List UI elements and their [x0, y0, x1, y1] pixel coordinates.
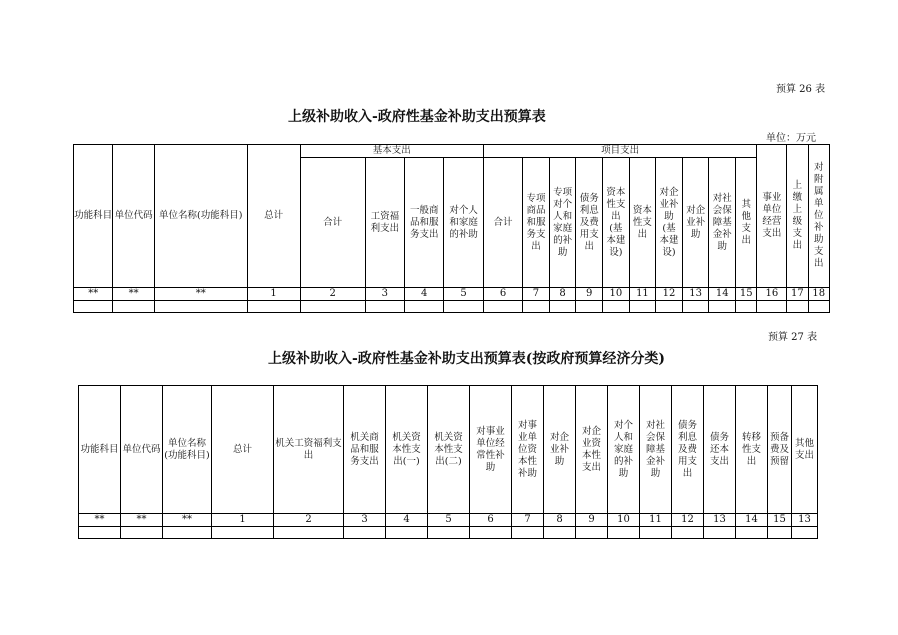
code-cell: 4	[386, 514, 428, 527]
code-cell: 4	[405, 288, 444, 301]
code-cell: 18	[808, 288, 829, 301]
table-row	[79, 527, 818, 539]
header-capital-1: 机关资本性支出(一)	[386, 386, 428, 514]
code-cell: 7	[523, 288, 550, 301]
code-cell: **	[113, 288, 155, 301]
header-goods: 一般商品和服务支出	[405, 158, 444, 288]
code-cell: 6	[470, 514, 512, 527]
header-ent: 对企业补助	[682, 158, 709, 288]
code-cell: 9	[576, 288, 603, 301]
code-cell: 13	[792, 514, 818, 527]
header-personal: 对个人和家庭的补助	[608, 386, 640, 514]
code-cell: 8	[549, 288, 576, 301]
header-proj-personal: 专项对个人和家庭的补助	[549, 158, 576, 288]
unit-label: 单位：万元	[766, 133, 816, 144]
header-basic-group: 基本支出	[300, 145, 483, 158]
code-cell: **	[163, 514, 212, 527]
table-26	[73, 144, 830, 313]
table-27-title: 上级补助收入-政府性基金补助支出预算表(按政府预算经济分类)	[268, 351, 666, 367]
header-func-subject: 功能科目	[74, 145, 113, 288]
header-wages: 工资福利支出	[365, 158, 404, 288]
header-personal: 对个人和家庭的补助	[444, 158, 483, 288]
code-cell: 13	[704, 514, 736, 527]
table-27	[78, 385, 818, 539]
header-capital-build: 资本性支出(基本建设)	[603, 158, 630, 288]
header-ent-build: 对企业补助(基本建设)	[656, 158, 683, 288]
header-ent-capital: 对企业资本性支出	[576, 386, 608, 514]
header-transfer: 转移性支出	[736, 386, 768, 514]
code-cell: 11	[640, 514, 672, 527]
code-cell: 12	[656, 288, 683, 301]
code-cell: 6	[483, 288, 522, 301]
header-unit-name: 单位名称(功能科目)	[154, 145, 247, 288]
header-project-group: 项目支出	[483, 145, 757, 158]
header-social: 对社会保障基金补助	[640, 386, 672, 514]
code-cell: 5	[444, 288, 483, 301]
code-cell: 15	[768, 514, 792, 527]
code-cell: 12	[672, 514, 704, 527]
code-cell: 17	[787, 288, 808, 301]
code-row	[74, 288, 830, 301]
table-row	[74, 301, 830, 313]
header-inst-ops: 对事业单位经常性补助	[470, 386, 512, 514]
header-basic-sum: 合计	[300, 158, 365, 288]
code-cell: 10	[603, 288, 630, 301]
header-debt-interest: 债务利息及费用支出	[672, 386, 704, 514]
code-cell: 3	[344, 514, 386, 527]
header-other: 其他支出	[792, 386, 818, 514]
code-cell: 13	[682, 288, 709, 301]
code-cell: 14	[709, 288, 736, 301]
code-cell: 10	[608, 514, 640, 527]
code-cell: 1	[212, 514, 274, 527]
code-cell: 7	[512, 514, 544, 527]
table-26-title: 上级补助收入-政府性基金补助支出预算表	[288, 109, 546, 125]
code-cell: 14	[736, 514, 768, 527]
table-27-tag: 预算 27 表	[768, 332, 818, 343]
header-unit-code: 单位代码	[113, 145, 155, 288]
code-row	[79, 514, 818, 527]
header-other: 其他支出	[736, 158, 757, 288]
code-cell: **	[121, 514, 163, 527]
header-debt: 债务利息及费用支出	[576, 158, 603, 288]
code-cell: 16	[757, 288, 787, 301]
code-cell: 15	[736, 288, 757, 301]
header-ent: 对企业补助	[544, 386, 576, 514]
code-cell: **	[74, 288, 113, 301]
code-cell: 9	[576, 514, 608, 527]
code-cell: **	[79, 514, 121, 527]
header-proj-sum: 合计	[483, 158, 522, 288]
header-capital-2: 机关资本性支出(二)	[428, 386, 470, 514]
code-cell: 8	[544, 514, 576, 527]
code-cell: 11	[629, 288, 656, 301]
header-remit: 上缴上级支出	[787, 145, 808, 288]
header-social: 对社会保障基金补助	[709, 158, 736, 288]
header-goods: 机关商品和服务支出	[344, 386, 386, 514]
header-func-subject: 功能科目	[79, 386, 121, 514]
code-cell: 5	[428, 514, 470, 527]
header-affiliated: 对附属单位补助支出	[808, 145, 829, 288]
code-cell: 2	[300, 288, 365, 301]
header-wages: 机关工资福利支出	[274, 386, 344, 514]
code-cell: 2	[274, 514, 344, 527]
header-total: 总计	[212, 386, 274, 514]
header-total: 总计	[247, 145, 300, 288]
header-capital: 资本性支出	[629, 158, 656, 288]
code-cell: 1	[247, 288, 300, 301]
header-biz-ops: 事业单位经营支出	[757, 145, 787, 288]
header-proj-goods: 专项商品和服务支出	[523, 158, 550, 288]
header-inst-capital: 对事业单位资本性补助	[512, 386, 544, 514]
code-cell: 3	[365, 288, 404, 301]
header-unit-name: 单位名称(功能科目)	[163, 386, 212, 514]
header-unit-code: 单位代码	[121, 386, 163, 514]
header-reserve: 预备费及预留	[768, 386, 792, 514]
header-debt-repay: 债务还本支出	[704, 386, 736, 514]
table-26-tag: 预算 26 表	[776, 84, 826, 95]
code-cell: **	[154, 288, 247, 301]
